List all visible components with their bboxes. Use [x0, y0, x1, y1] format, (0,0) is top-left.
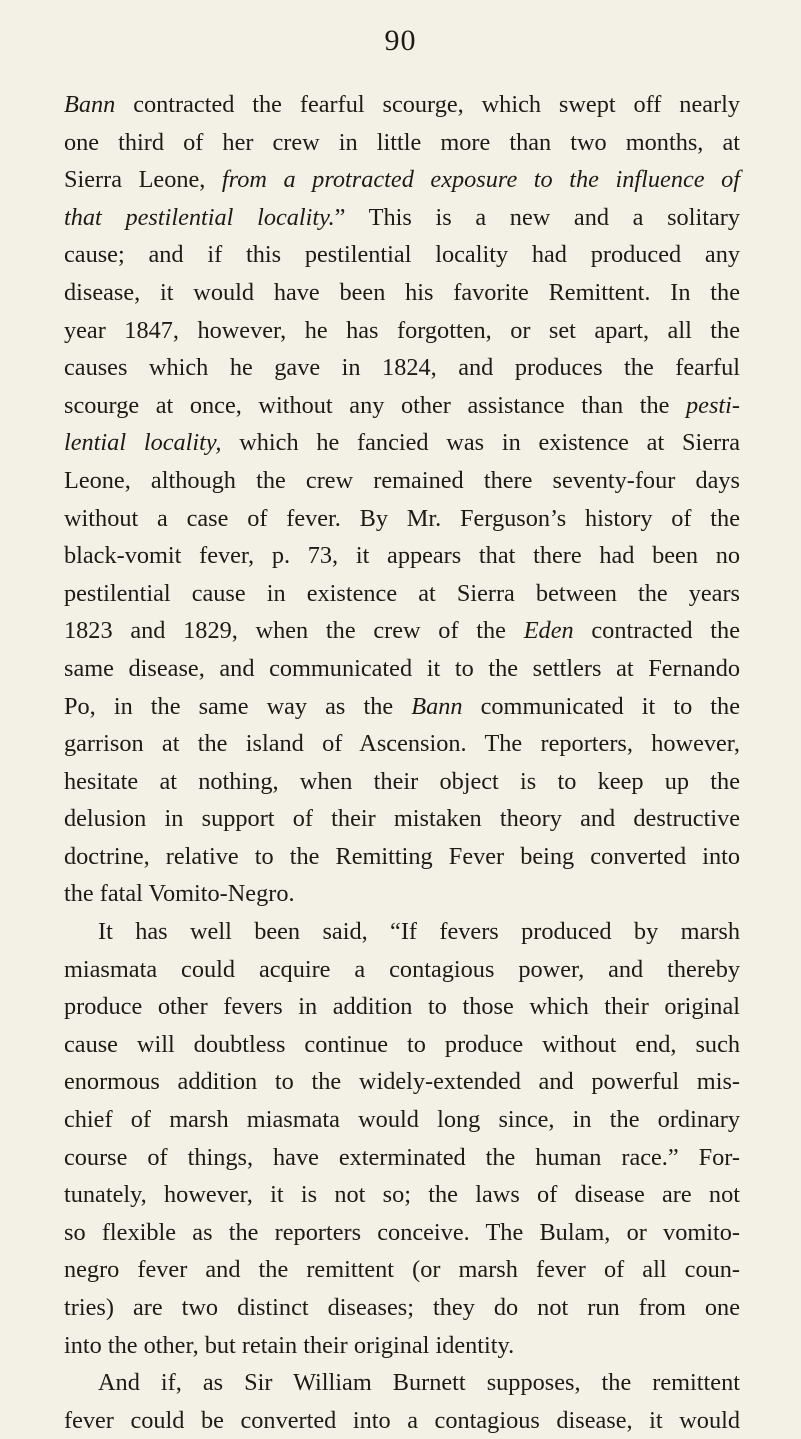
- text-span: disease, it would have been his favorite Remittent. In the: [64, 278, 740, 306]
- text-line: [64, 537, 740, 575]
- text-span: the fatal Vomito-Negro.: [64, 880, 295, 908]
- text-span: garrison at the island of Ascension. The reporters, however,: [64, 730, 740, 758]
- text-span: Po, in the same way as the: [64, 692, 412, 720]
- text-line: [64, 575, 740, 613]
- text-span: year 1847, however, he has forgotten, or set apart, all the: [64, 316, 740, 344]
- text-line: [64, 650, 740, 688]
- text-span: black-vomit fever, p. 73, it appears that there had been no: [64, 542, 740, 570]
- text-span: negro fever and the remittent (or marsh fever of all coun-: [64, 1256, 740, 1284]
- text-line: [64, 161, 740, 199]
- text-line: [64, 462, 740, 500]
- text-line: [64, 1101, 740, 1139]
- text-line: [64, 1402, 740, 1439]
- text-span: And if, as Sir William Burnett supposes, the remittent: [98, 1369, 740, 1397]
- text-line: [64, 763, 740, 801]
- text-line: [64, 838, 740, 876]
- text-line: [64, 387, 740, 425]
- text-span: causes which he gave in 1824, and produces the fearful: [64, 354, 740, 382]
- text-span: 1823 and 1829, when the crew of the: [64, 617, 524, 645]
- text-line: [64, 1251, 740, 1289]
- italic-text: Eden: [523, 617, 574, 645]
- text-line: [64, 1026, 740, 1064]
- text-span: miasmata could acquire a contagious power, and thereby: [64, 955, 740, 983]
- text-span: Leone, although the crew remained there seventy-four days: [64, 466, 740, 494]
- text-span: contracted the fearful scourge, which swept off nearly: [115, 91, 740, 118]
- page-number: 90: [384, 24, 417, 57]
- text-line: [64, 274, 740, 312]
- text-line: [64, 988, 740, 1026]
- text-line: [64, 688, 740, 726]
- italic-text: from a protracted exposure to the influence of: [221, 166, 740, 194]
- text-line: [64, 1139, 740, 1177]
- text-line: [64, 1063, 740, 1101]
- text-span: cause; and if this pestilential locality had produced any: [64, 241, 740, 269]
- text-line: [64, 612, 740, 650]
- text-line: [64, 725, 740, 763]
- text-line: [64, 875, 740, 913]
- text-line: [64, 800, 740, 838]
- text-line: [64, 1364, 740, 1402]
- body-text: [64, 86, 740, 1439]
- text-span: Sierra Leone,: [64, 166, 222, 194]
- text-span: produce other fevers in addition to those which their original: [64, 993, 740, 1021]
- italic-text: pesti-: [686, 391, 740, 419]
- italic-text: lential locality,: [64, 429, 222, 457]
- text-line: [64, 349, 740, 387]
- text-line: [64, 1289, 740, 1327]
- text-span: tries) are two distinct diseases; they do not run from one: [64, 1294, 740, 1321]
- text-line: [64, 424, 740, 462]
- text-span: pestilential cause in existence at Sierra between the years: [64, 579, 740, 607]
- text-span: which he fancied was in existence at Sierra: [221, 429, 740, 457]
- text-span: same disease, and communicated it to the settlers at Fernando: [64, 654, 740, 682]
- text-span: without a case of fever. By Mr. Ferguson’s history of the: [64, 504, 740, 532]
- text-line: [64, 913, 740, 951]
- text-span: delusion in support of their mistaken theory and destructive: [64, 805, 740, 833]
- text-span: cause will doubtless continue to produce without end, such: [64, 1030, 740, 1058]
- text-line: [64, 951, 740, 989]
- text-span: tunately, however, it is not so; the laws of disease are not: [64, 1181, 740, 1209]
- text-line: [64, 86, 740, 124]
- text-line: [64, 1214, 740, 1252]
- text-line: [64, 124, 740, 162]
- text-span: fever could be converted into a contagious disease, it would: [64, 1406, 740, 1434]
- text-span: course of things, have exterminated the human race.” For-: [64, 1143, 740, 1171]
- text-span: doctrine, relative to the Remitting Fever being converted into: [64, 842, 740, 870]
- text-span: into the other, but retain their original identity.: [64, 1331, 515, 1359]
- text-span: It has well been said, “If fevers produced by marsh: [98, 918, 740, 946]
- italic-text: Bann: [411, 692, 463, 720]
- text-span: one third of her crew in little more than two months, at: [64, 128, 740, 156]
- text-span: ” This is a new and a solitary: [334, 203, 740, 231]
- text-span: scourge at once, without any other assistance than the: [64, 391, 687, 419]
- italic-text: Bann: [64, 91, 116, 118]
- text-span: communicated it to the: [462, 692, 740, 720]
- text-line: [64, 500, 740, 538]
- text-line: [64, 312, 740, 350]
- text-line: [64, 236, 740, 274]
- text-span: contracted the: [573, 617, 740, 645]
- text-span: chief of marsh miasmata would long since, in the ordinary: [64, 1106, 740, 1134]
- text-span: so flexible as the reporters conceive. The Bulam, or vomito-: [64, 1218, 740, 1246]
- italic-text: that pestilential locality.: [64, 203, 335, 231]
- text-span: hesitate at nothing, when their object is to keep up the: [64, 767, 740, 795]
- text-span: enormous addition to the widely-extended and powerful mis-: [64, 1068, 740, 1096]
- text-line: [64, 1176, 740, 1214]
- text-line: [64, 199, 740, 237]
- text-line: [64, 1327, 740, 1365]
